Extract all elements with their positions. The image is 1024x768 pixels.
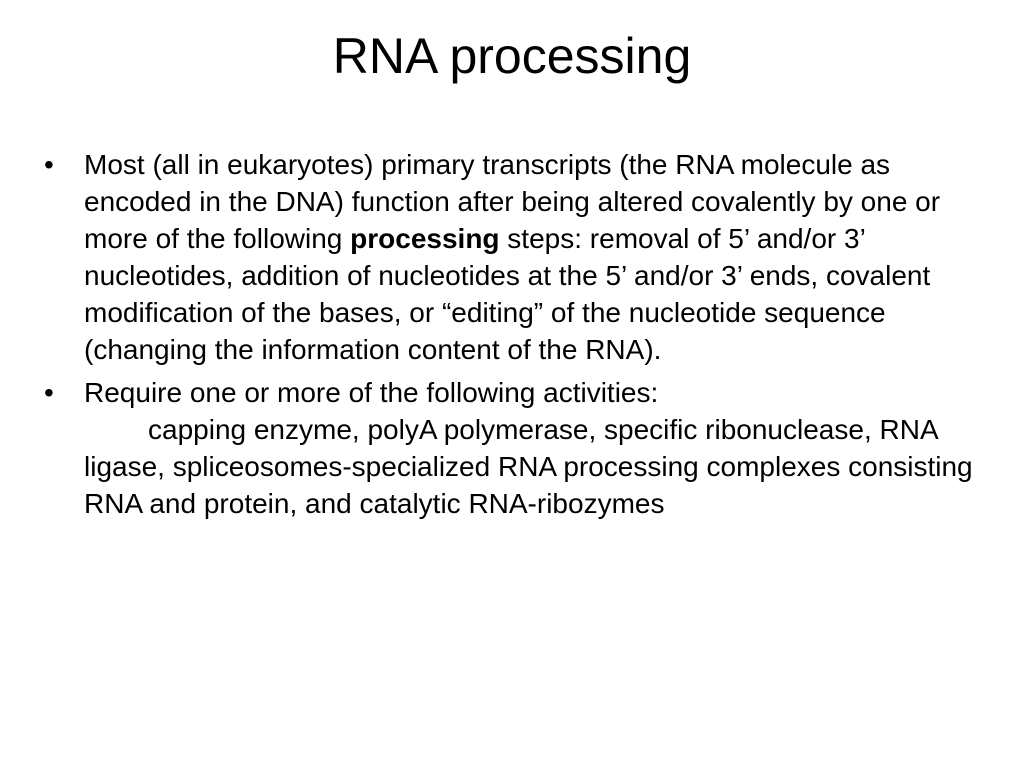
slide-title: RNA processing <box>332 28 692 84</box>
bullet-activities-list: capping enzyme, polyA polymerase, specific ribonuclease, RNA ligase, spliceosomes-specialized RNA processing complexes consisting RNA and protein, and catalytic RNA-ribozymes <box>84 414 973 519</box>
bullet-text-end: steps: removal of 5’ and/or 3’ nucleotides, addition of nucleotides at the 5’ and/or 3’ ends, covalent modification of the bases, or “editing” of the nucleotide sequence (changing the information content of the RNA). <box>84 223 931 365</box>
bullet-activities-intro: Require one or more of the following activities: <box>84 377 659 408</box>
bullet-marker: • <box>44 377 54 408</box>
bullet-text-start: Most (all in eukaryotes) primary transcripts (the RNA molecule as encoded in the DNA) function after being altered covalently by one or more of the following <box>84 149 941 254</box>
bullet-marker: • <box>44 149 54 180</box>
bullet-bold-term: processing <box>350 223 500 254</box>
bullet-item-processing <box>44 146 984 368</box>
bullet-list <box>44 146 984 528</box>
bullet-item-activities <box>44 374 984 522</box>
